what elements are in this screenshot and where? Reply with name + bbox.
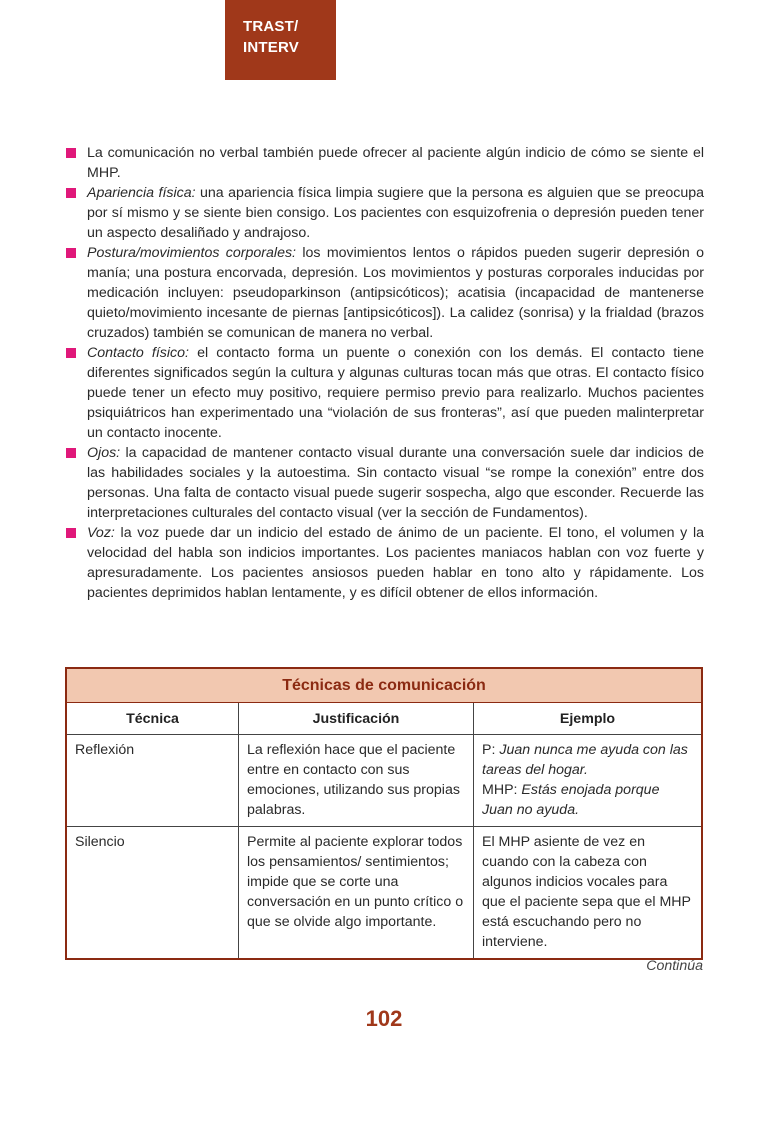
- page-number: 102: [365, 1006, 403, 1031]
- communication-techniques-table: [65, 667, 703, 960]
- section-tab-line2: INTERV: [243, 39, 299, 56]
- speaker-label: P:: [482, 742, 500, 758]
- cell-ejemplo: El MHP asiente de vez en cuando con la cabeza con algunos indicios vocales para que el paciente sepa que el MHP está escuchando pero no interviene.: [474, 827, 703, 960]
- bullet-term: Postura/movimientos corporales:: [87, 245, 296, 261]
- bullet-text: la capacidad de mantener contacto visual durante una conversación suele dar indicios de las habilidades sociales y la autoestima. Sin contacto visual “se rompe la conexión” entre dos personas. Una falta de contacto visual puede sugerir sospecha, algo que esconder. Recuerde las interpretaciones culturales del contacto visual (ver la sección de Fundamentos).: [87, 445, 704, 521]
- bullet-term: Ojos:: [87, 445, 121, 461]
- speaker-label: MHP:: [482, 782, 522, 798]
- table-row: [66, 827, 702, 960]
- techniques-table-container: [65, 667, 703, 960]
- table-caption: Técnicas de comunicación: [66, 668, 702, 703]
- list-item: [64, 443, 704, 523]
- bullet-text: La comunicación no verbal también puede ofrecer al paciente algún indicio de cómo se siente el MHP.: [87, 145, 704, 181]
- section-tab: [225, 0, 336, 80]
- table-row: [66, 735, 702, 827]
- bullet-term: Voz:: [87, 525, 115, 541]
- bullet-square-icon: [66, 348, 76, 358]
- section-tab-line1: TRAST/: [243, 18, 299, 35]
- bullet-square-icon: [66, 528, 76, 538]
- cell-justificacion: Permite al paciente explorar todos los pensamientos/ sentimientos; impide que se corte una conversación en un punto crítico o que se olvide algo importante.: [239, 827, 474, 960]
- example-quote: Juan nunca me ayuda con las tareas del hogar.: [482, 742, 688, 778]
- bullet-term: Contacto físico:: [87, 345, 189, 361]
- bullet-text: el contacto forma un puente o conexión con los demás. El contacto tiene diferentes significados según la cultura y algunas culturas tocan más que otras. El contacto físico puede tener un efecto muy positivo, requiere permiso previo para realizarlo. Muchos pacientes psiquiátricos han experimentado una “violación de sus fronteras”, así que pueden malinterpretar un contacto inocente.: [87, 345, 704, 441]
- list-item: [64, 143, 704, 183]
- cell-justificacion: La reflexión hace que el paciente entre en contacto con sus emociones, utilizando sus propias palabras.: [239, 735, 474, 827]
- bullet-text: los movimientos lentos o rápidos pueden sugerir depresión o manía; una postura encorvada, depresión. Los movimientos y posturas corporales inducidas por medicación incluyen: pseudoparkinson (antipsicóticos); acatisia (incapacidad de mantenerse quieto/movimiento incesante de piernas [antipsicóticos]). La calidez (sonrisa) y la frialdad (brazos cruzados) también se comunican de manera no verbal.: [87, 245, 705, 341]
- continues-label: Continúa: [646, 958, 703, 974]
- bullet-square-icon: [66, 248, 76, 258]
- cell-ejemplo: [474, 735, 703, 827]
- bullet-square-icon: [66, 148, 76, 158]
- cell-tecnica: Silencio: [66, 827, 239, 960]
- bullet-text: la voz puede dar un indicio del estado de ánimo de un paciente. El tono, el volumen y la velocidad del habla son indicios importantes. Los pacientes maniacos hablan con voz fuerte y apresuradamente. Los pacientes ansiosos pueden hablar en tono alto y rápidamente. Los pacientes deprimidos hablan lentamente, y es difícil obtener de ellos información.: [87, 525, 704, 601]
- bullet-square-icon: [66, 448, 76, 458]
- column-header-justificacion: Justificación: [239, 703, 474, 735]
- column-header-ejemplo: Ejemplo: [474, 703, 703, 735]
- bullet-square-icon: [66, 188, 76, 198]
- bullet-text: una apariencia física limpia sugiere que la persona es alguien que se preocupa por sí mismo y se siente bien consigo. Los pacientes con esquizofrenia o depresión pueden tener un aspecto desaliñado y andrajoso.: [87, 185, 704, 241]
- list-item: [64, 243, 704, 343]
- list-item: [64, 343, 704, 443]
- list-item: [64, 183, 704, 243]
- column-header-tecnica: Técnica: [66, 703, 239, 735]
- example-quote: Estás enojada porque Juan no ayuda.: [482, 782, 660, 818]
- bullet-term: Apariencia física:: [87, 185, 196, 201]
- cell-tecnica: Reflexión: [66, 735, 239, 827]
- list-item: [64, 523, 704, 603]
- bullet-list: [64, 143, 704, 603]
